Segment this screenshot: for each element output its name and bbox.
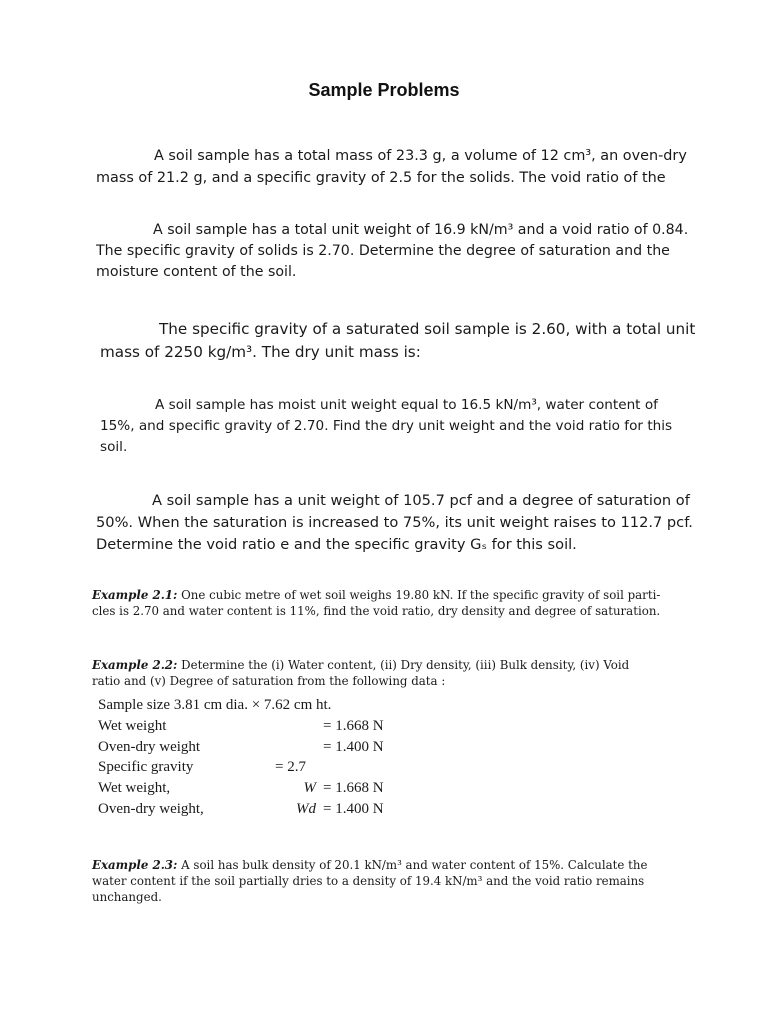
example-2-2-label: Example 2.2: [92, 658, 178, 672]
data-row-key: Wet weight [98, 717, 167, 734]
data-row [98, 801, 398, 822]
example-2-1-label: Example 2.1: [92, 588, 178, 602]
data-row [98, 718, 398, 739]
data-row-key: Wet weight, [98, 780, 171, 797]
problem-1-line-1: A soil sample has a total mass of 23.3 g, a volume of 12 cm³, an oven-dry [154, 148, 687, 164]
problem-3-line-2: mass of 2250 kg/m³. The dry unit mass is: [100, 343, 421, 361]
data-row-symbol: W [303, 780, 316, 797]
problem-5-line-2: 50%. When the saturation is increased to 75%, its unit weight raises to 112.7 pcf. [96, 514, 693, 531]
problem-3-line-1: The specific gravity of a saturated soil sample is 2.60, with a total unit [159, 320, 696, 338]
data-row [98, 739, 398, 760]
problem-4-line-3: soil. [100, 439, 128, 455]
data-row-value: = 1.400 N [323, 800, 384, 817]
example-2-2 [92, 657, 629, 689]
example-2-3-label: Example 2.3: [92, 858, 178, 872]
problem-4 [100, 395, 672, 458]
example-2-1-line-2: cles is 2.70 and water content is 11%, find the void ratio, dry density and degree of saturation. [92, 604, 661, 618]
example-2-2-line-2: ratio and (v) Degree of saturation from the following data : [92, 674, 446, 688]
example-2-3-line-1: A soil has bulk density of 20.1 kN/m³ and water content of 15%. Calculate the [181, 858, 648, 872]
example-2-1-line-1: One cubic metre of wet soil weighs 19.80 kN. If the specific gravity of soil parti- [181, 588, 661, 602]
problem-4-line-2: 15%, and specific gravity of 2.70. Find the dry unit weight and the void ratio for this [100, 418, 673, 434]
data-table-heading: Sample size 3.81 cm dia. × 7.62 cm ht. [98, 697, 332, 713]
problem-1-line-2: mass of 21.2 g, and a specific gravity of 2.5 for the solids. The void ratio of the [96, 170, 666, 186]
data-row-key: Oven-dry weight [98, 738, 201, 755]
example-2-2-data-table [98, 697, 398, 822]
problem-5-line-3: Determine the void ratio e and the specific gravity Gₛ for this soil. [96, 536, 577, 553]
data-row-value: = 1.668 N [323, 780, 384, 797]
problem-5 [96, 490, 693, 556]
data-row-value: = 1.668 N [323, 717, 384, 734]
page-title: Sample Problems [308, 80, 460, 100]
problem-2-line-1: A soil sample has a total unit weight of 16.9 kN/m³ and a void ratio of 0.84. [153, 222, 689, 238]
data-row-key: Specific gravity [98, 759, 194, 776]
example-2-3-line-3: unchanged. [92, 890, 162, 904]
data-row [98, 780, 398, 801]
example-2-2-line-1: Determine the (i) Water content, (ii) Dry density, (iii) Bulk density, (iv) Void [181, 658, 630, 672]
example-2-1 [92, 587, 660, 619]
problem-2-line-2: The specific gravity of solids is 2.70. Determine the degree of saturation and the [96, 243, 670, 259]
problem-5-line-1: A soil sample has a unit weight of 105.7 pcf and a degree of saturation of [152, 492, 690, 509]
problem-3 [100, 318, 695, 364]
data-row-symbol: Wd [296, 800, 316, 817]
problem-1 [96, 145, 687, 189]
problem-2-line-3: moisture content of the soil. [96, 264, 297, 280]
data-row-key: Oven-dry weight, [98, 800, 204, 817]
example-2-3 [92, 857, 647, 905]
data-row-value: = 1.400 N [323, 738, 384, 755]
problem-2 [96, 220, 688, 283]
problem-4-line-1: A soil sample has moist unit weight equal to 16.5 kN/m³, water content of [155, 397, 658, 413]
data-row-value: = 2.7 [275, 759, 306, 776]
example-2-3-line-2: water content if the soil partially dries to a density of 19.4 kN/m³ and the void ratio remains [92, 874, 645, 888]
data-row [98, 759, 398, 780]
